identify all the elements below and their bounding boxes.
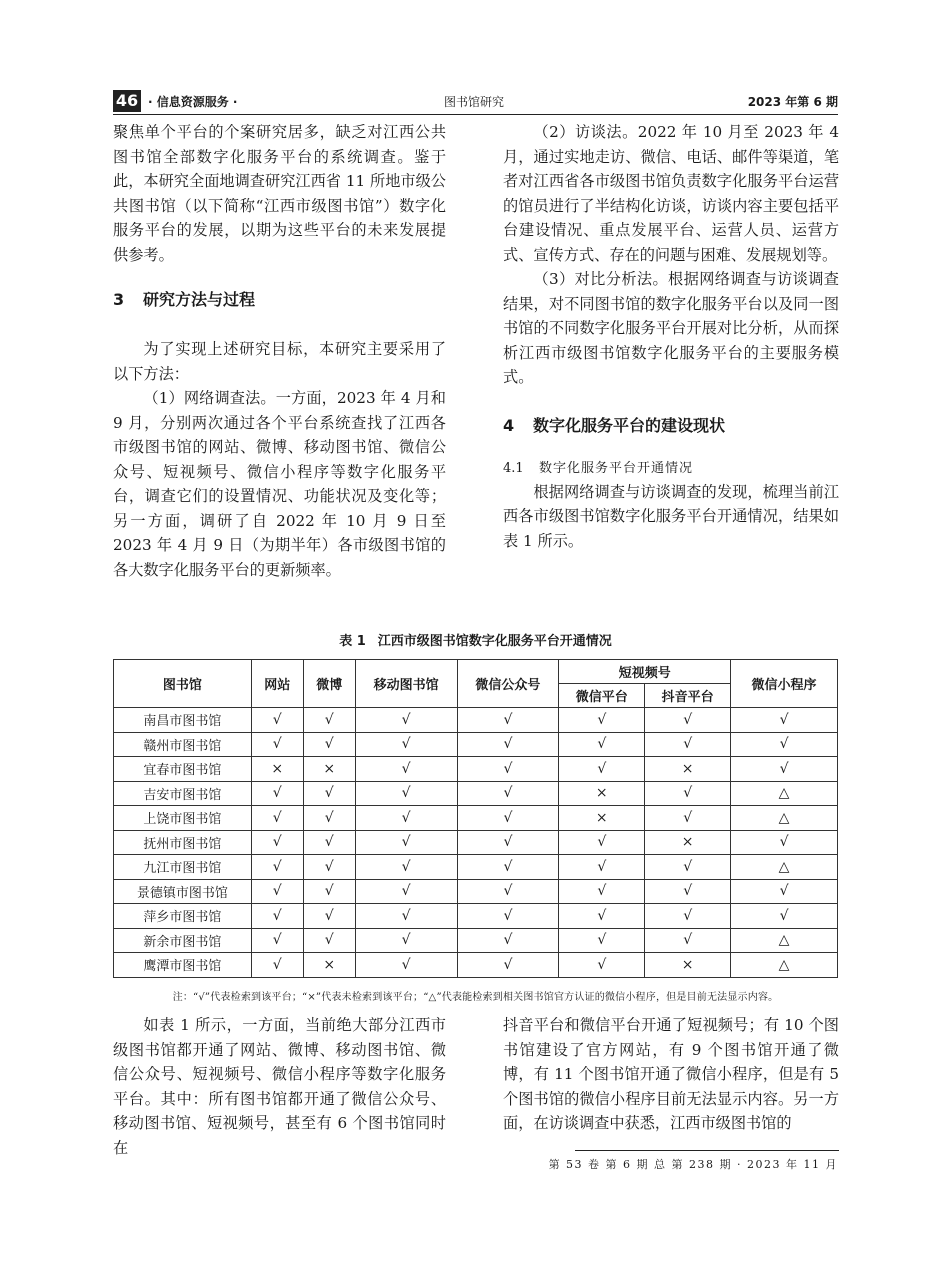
status-mark-cell: √ <box>355 806 457 831</box>
header-short-video: 短视频号 <box>559 660 731 684</box>
status-mark-cell: √ <box>303 806 355 831</box>
footer-text: 第 53 卷 第 6 期 总 第 238 期 · 2023 年 11 月 <box>548 1158 838 1171</box>
status-mark-cell: √ <box>251 732 303 757</box>
right-column-bottom <box>503 1013 839 1136</box>
status-mark-cell: √ <box>355 830 457 855</box>
table-row <box>114 830 838 855</box>
footer-rule <box>575 1150 839 1151</box>
status-mark-cell: √ <box>355 732 457 757</box>
paragraph-results: 如表 1 所示，一方面，当前绝大部分江西市级图书馆都开通了网站、微博、移动图书馆、微信公众号、短视频号、微信小程序等数字化服务平台。其中：所有图书馆都开通了微信公众号、移动图书馆、短视频号，甚至有 6 个图书馆同时在 <box>113 1016 446 1157</box>
status-mark-cell: × <box>251 757 303 782</box>
section-3-heading <box>113 288 446 312</box>
section-4-title: 数字化服务平台的建设现状 <box>533 415 726 435</box>
header-wechat-official-account: 微信公众号 <box>457 660 559 708</box>
status-mark-cell: √ <box>457 904 559 929</box>
status-mark-cell: √ <box>645 806 731 831</box>
library-name-cell: 抚州市图书馆 <box>114 830 252 855</box>
header-website: 网站 <box>251 660 303 708</box>
subsection-4-1-title: 数字化服务平台开通情况 <box>539 460 694 476</box>
page-number: 46 <box>113 90 141 112</box>
table-row <box>114 904 838 929</box>
paragraph-methods-intro: 为了实现上述研究目标，本研究主要采用了以下方法： <box>113 340 446 383</box>
status-mark-cell: × <box>303 757 355 782</box>
paragraph-table-intro: 根据网络调查与访谈调查的发现，梳理当前江西各市级图书馆数字化服务平台开通情况，结果如表 1 所示。 <box>503 482 839 550</box>
status-mark-cell: √ <box>731 879 838 904</box>
table-caption-title: 江西市级图书馆数字化服务平台开通情况 <box>377 634 612 649</box>
platform-table <box>113 659 838 978</box>
status-mark-cell: △ <box>731 953 838 978</box>
status-mark-cell: √ <box>731 708 838 733</box>
status-mark-cell: √ <box>559 879 645 904</box>
header-library: 图书馆 <box>114 660 252 708</box>
status-mark-cell: √ <box>457 757 559 782</box>
status-mark-cell: √ <box>731 904 838 929</box>
status-mark-cell: × <box>645 757 731 782</box>
status-mark-cell: √ <box>559 757 645 782</box>
table-row <box>114 928 838 953</box>
library-name-cell: 九江市图书馆 <box>114 855 252 880</box>
status-mark-cell: √ <box>457 781 559 806</box>
journal-name: 图书馆研究 <box>444 95 505 109</box>
status-mark-cell: √ <box>645 855 731 880</box>
status-mark-cell: √ <box>457 855 559 880</box>
status-mark-cell: √ <box>355 708 457 733</box>
paragraph-comparison: （3）对比分析法。根据网络调查与访谈调查结果，对不同图书馆的数字化服务平台以及同一图书馆的不同数字化服务平台开展对比分析，从而探析江西市级图书馆数字化服务平台的主要服务模式。 <box>503 270 839 386</box>
library-name-cell: 赣州市图书馆 <box>114 732 252 757</box>
status-mark-cell: √ <box>355 781 457 806</box>
status-mark-cell: √ <box>559 928 645 953</box>
status-mark-cell: √ <box>457 732 559 757</box>
status-mark-cell: √ <box>559 708 645 733</box>
status-mark-cell: √ <box>303 904 355 929</box>
library-name-cell: 新余市图书馆 <box>114 928 252 953</box>
paragraph-web-survey: （1）网络调查法。一方面，2023 年 4 月和 9 月，分别两次通过各个平台系统查找了江西各市级图书馆的网站、微博、移动图书馆、微信公众号、短视频号、微信小程序等数字化服务平台，调查它们的设置情况、功能状况及变化等；另一方面，调研了自 2022 年 10 月 9 日至 2023 年 4 月 9 日（为期半年）各市级图书馆的各大数字化服务平台的更新频率。 <box>113 389 446 579</box>
status-mark-cell: × <box>559 781 645 806</box>
table-row <box>114 953 838 978</box>
status-mark-cell: √ <box>457 806 559 831</box>
status-mark-cell: √ <box>457 708 559 733</box>
status-mark-cell: √ <box>303 928 355 953</box>
status-mark-cell: √ <box>303 732 355 757</box>
status-mark-cell: √ <box>559 732 645 757</box>
status-mark-cell: √ <box>251 904 303 929</box>
status-mark-cell: √ <box>559 855 645 880</box>
status-mark-cell: √ <box>355 879 457 904</box>
status-mark-cell: √ <box>251 708 303 733</box>
table-header-row <box>114 660 838 684</box>
section-4-number: 4 <box>503 415 515 435</box>
right-column-top <box>503 120 839 553</box>
status-mark-cell: √ <box>303 830 355 855</box>
status-mark-cell: △ <box>731 928 838 953</box>
status-mark-cell: √ <box>303 708 355 733</box>
status-mark-cell: √ <box>251 879 303 904</box>
table-row <box>114 757 838 782</box>
library-name-cell: 上饶市图书馆 <box>114 806 252 831</box>
status-mark-cell: √ <box>251 855 303 880</box>
table-row <box>114 781 838 806</box>
status-mark-cell: √ <box>645 732 731 757</box>
status-mark-cell: √ <box>731 830 838 855</box>
status-mark-cell: √ <box>559 830 645 855</box>
status-mark-cell: √ <box>251 928 303 953</box>
table-row <box>114 855 838 880</box>
subsection-4-1-number: 4.1 <box>503 460 524 476</box>
status-mark-cell: √ <box>303 781 355 806</box>
status-mark-cell: √ <box>303 855 355 880</box>
paragraph-interview: （2）访谈法。2022 年 10 月至 2023 年 4 月，通过实地走访、微信、电话、邮件等渠道，笔者对江西省各市级图书馆负责数字化服务平台运营的馆员进行了半结构化访谈，访谈内容主要包括平台建设情况、重点发展平台、运营人员、运营方式、宣传方式、存在的问题与困难、发展规划等。 <box>503 123 839 264</box>
library-name-cell: 萍乡市图书馆 <box>114 904 252 929</box>
status-mark-cell: △ <box>731 855 838 880</box>
status-mark-cell: × <box>645 953 731 978</box>
header-weibo: 微博 <box>303 660 355 708</box>
section-4-heading <box>503 414 839 438</box>
library-name-cell: 景德镇市图书馆 <box>114 879 252 904</box>
library-name-cell: 鹰潭市图书馆 <box>114 953 252 978</box>
section-3-title: 研究方法与过程 <box>143 290 256 309</box>
status-mark-cell: × <box>645 830 731 855</box>
section-3-number: 3 <box>113 290 125 309</box>
status-mark-cell: √ <box>559 953 645 978</box>
status-mark-cell: × <box>303 953 355 978</box>
status-mark-cell: √ <box>251 781 303 806</box>
status-mark-cell: √ <box>559 904 645 929</box>
status-mark-cell: √ <box>645 928 731 953</box>
status-mark-cell: √ <box>645 879 731 904</box>
status-mark-cell: √ <box>731 732 838 757</box>
table-row <box>114 806 838 831</box>
table-caption <box>113 630 838 649</box>
status-mark-cell: √ <box>457 928 559 953</box>
status-mark-cell: √ <box>251 806 303 831</box>
library-name-cell: 宜春市图书馆 <box>114 757 252 782</box>
paragraph-results-continued: 抖音平台和微信平台开通了短视频号；有 10 个图书馆建设了官方网站，有 9 个图书馆开通了微博，有 11 个图书馆开通了微信小程序，但是有 5 个图书馆的微信小程序目前无法显示内容。另一方面，在访谈调查中获悉，江西市级图书馆的 <box>503 1016 839 1132</box>
status-mark-cell: √ <box>355 953 457 978</box>
header-wechat-channel: 微信平台 <box>559 684 645 708</box>
status-mark-cell: √ <box>355 904 457 929</box>
left-column-top <box>113 120 446 582</box>
status-mark-cell: √ <box>645 904 731 929</box>
section-label: · 信息资源服务 · <box>148 95 238 109</box>
header-mobile-library: 移动图书馆 <box>355 660 457 708</box>
table-note: 注：“√”代表检索到该平台；“×”代表未检索到该平台；“△”代表能检索到相关图书馆官方认证的微信小程序，但是目前无法显示内容。 <box>172 992 779 1003</box>
status-mark-cell: √ <box>645 708 731 733</box>
table-body <box>114 708 838 978</box>
left-column-bottom <box>113 1013 446 1160</box>
library-name-cell: 吉安市图书馆 <box>114 781 252 806</box>
status-mark-cell: √ <box>731 757 838 782</box>
status-mark-cell: × <box>559 806 645 831</box>
status-mark-cell: √ <box>355 757 457 782</box>
paragraph-intro-end: 聚焦单个平台的个案研究居多，缺乏对江西公共图书馆全部数字化服务平台的系统调查。鉴于此，本研究全面地调查研究江西省 11 所地市级公共图书馆（以下简称“江西市级图书馆”）数字化服务平台的发展，以期为这些平台的未来发展提供参考。 <box>113 123 446 264</box>
table-row <box>114 732 838 757</box>
header-douyin: 抖音平台 <box>645 684 731 708</box>
table-caption-number: 表 1 <box>339 634 366 649</box>
status-mark-cell: √ <box>355 928 457 953</box>
table-row <box>114 879 838 904</box>
subsection-4-1-heading <box>503 458 839 480</box>
status-mark-cell: √ <box>303 879 355 904</box>
status-mark-cell: √ <box>457 879 559 904</box>
header-rule <box>113 114 838 115</box>
status-mark-cell: √ <box>457 953 559 978</box>
status-mark-cell: √ <box>457 830 559 855</box>
status-mark-cell: √ <box>645 781 731 806</box>
library-name-cell: 南昌市图书馆 <box>114 708 252 733</box>
status-mark-cell: √ <box>251 953 303 978</box>
status-mark-cell: △ <box>731 781 838 806</box>
header-wechat-mini-program: 微信小程序 <box>731 660 838 708</box>
status-mark-cell: △ <box>731 806 838 831</box>
status-mark-cell: √ <box>355 855 457 880</box>
issue-label: 2023 年第 6 期 <box>747 95 838 109</box>
status-mark-cell: √ <box>251 830 303 855</box>
table-row <box>114 708 838 733</box>
